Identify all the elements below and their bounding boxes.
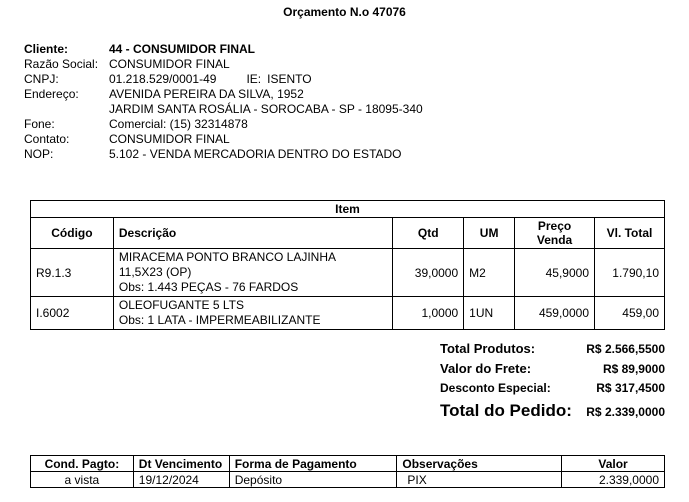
total-pedido-row (440, 401, 665, 425)
totals-block (440, 341, 665, 425)
col-observacoes: Observações (397, 456, 562, 472)
item-desc-line: MIRACEMA PONTO BRANCO LAJINHA (118, 250, 337, 264)
item-um: M2 (464, 249, 515, 297)
razao-row (24, 57, 423, 72)
total-produtos-label: Total Produtos: (440, 341, 536, 356)
razao-value: CONSUMIDOR FINAL (109, 57, 230, 71)
total-produtos-value: R$ 2.566,5500 (586, 342, 665, 356)
item-codigo: I.6002 (31, 297, 114, 330)
pay-venc: 19/12/2024 (133, 472, 229, 488)
item-desc-line: OLEOFUGANTE 5 LTS (118, 298, 244, 312)
col-total: Vl. Total (595, 218, 665, 249)
item-preco: 45,9000 (515, 249, 595, 297)
nop-row (24, 147, 423, 162)
items-header-row (31, 218, 665, 249)
pay-obs: PIX (397, 472, 562, 488)
cliente-row (24, 42, 423, 57)
item-descricao (113, 249, 392, 297)
razao-label: Razão Social: (24, 57, 99, 71)
total-pedido-value: R$ 2.339,0000 (586, 405, 665, 419)
item-desc-line: 11,5X23 (OP) (118, 265, 192, 279)
endereco-label: Endereço: (24, 87, 79, 101)
ie-value: ISENTO (267, 72, 312, 86)
fone-value: Comercial: (15) 32314878 (109, 117, 248, 131)
customer-info (24, 42, 423, 162)
pay-valor: 2.339,0000 (562, 472, 665, 488)
table-row (31, 249, 665, 297)
item-qtd: 1,0000 (393, 297, 464, 330)
valor-frete-row (440, 361, 665, 381)
col-descricao: Descrição (113, 218, 392, 249)
nop-value: 5.102 - VENDA MERCADORIA DENTRO DO ESTADO (109, 147, 402, 161)
nop-label: NOP: (24, 147, 54, 161)
item-preco: 459,0000 (515, 297, 595, 330)
col-codigo: Código (31, 218, 114, 249)
fone-row (24, 117, 423, 132)
item-codigo: R9.1.3 (31, 249, 114, 297)
desconto-row (440, 381, 665, 401)
col-um: UM (464, 218, 515, 249)
cliente-label: Cliente: (24, 42, 69, 56)
payment-row (31, 472, 665, 488)
pay-forma: Depósito (229, 472, 397, 488)
contato-row (24, 132, 423, 147)
fone-label: Fone: (24, 117, 55, 131)
contato-value: CONSUMIDOR FINAL (109, 132, 230, 146)
cnpj-row (24, 72, 423, 87)
item-total: 459,00 (595, 297, 665, 330)
desconto-label: Desconto Especial: (440, 381, 551, 395)
col-cond-pagto: Cond. Pagto: (31, 456, 134, 472)
col-forma-pagamento: Forma de Pagamento (229, 456, 397, 472)
endereco-line2: JARDIM SANTA ROSÁLIA - SOROCABA - SP - 18095-340 (109, 102, 423, 116)
valor-frete-label: Valor do Frete: (440, 361, 532, 376)
item-total: 1.790,10 (595, 249, 665, 297)
total-pedido-label: Total do Pedido: (440, 401, 572, 420)
endereco-row (24, 87, 423, 102)
items-table (30, 200, 665, 330)
item-qtd: 39,0000 (393, 249, 464, 297)
cnpj-value: 01.218.529/0001-49 (109, 72, 217, 86)
payment-table (30, 455, 665, 488)
cnpj-label: CNPJ: (24, 72, 59, 86)
items-group-header: Item (31, 201, 665, 218)
ie-label: IE: (246, 72, 262, 86)
endereco-row-2 (24, 102, 423, 117)
contato-label: Contato: (24, 132, 70, 146)
col-preco: Preço Venda (515, 218, 595, 249)
item-descricao (113, 297, 392, 330)
pay-cond: a vista (31, 472, 134, 488)
col-qtd: Qtd (393, 218, 464, 249)
cliente-value: 44 - CONSUMIDOR FINAL (109, 42, 256, 56)
payment-header-row (31, 456, 665, 472)
item-um: 1UN (464, 297, 515, 330)
table-row (31, 297, 665, 330)
col-valor: Valor (562, 456, 665, 472)
col-dt-vencimento: Dt Vencimento (133, 456, 229, 472)
document-title: Orçamento N.o 47076 (283, 5, 406, 19)
item-obs: Obs: 1.443 PEÇAS - 76 FARDOS (118, 280, 299, 294)
desconto-value: R$ 317,4500 (596, 381, 665, 395)
valor-frete-value: R$ 89,9000 (602, 362, 665, 376)
endereco-line1: AVENIDA PEREIRA DA SILVA, 1952 (109, 87, 304, 101)
total-produtos-row (440, 341, 665, 361)
item-obs: Obs: 1 LATA - IMPERMEABILIZANTE (118, 313, 321, 327)
